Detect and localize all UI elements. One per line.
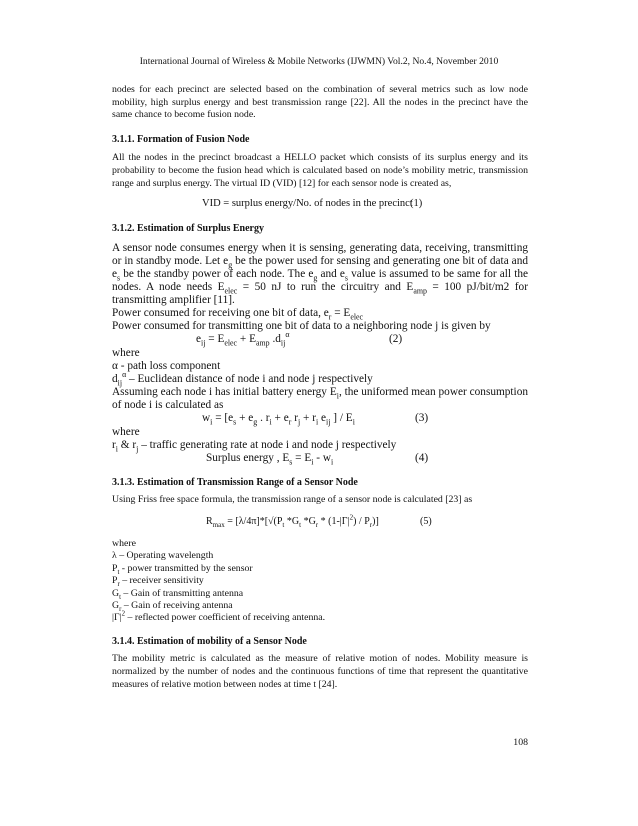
section-3-1-1-paragraph: All the nodes in the precinct broadcast a HELLO packet which consists of its surplus energy and its probability to become the fusion head which is calculated based on node’s mobility metric, transmission range and surplus energy. The virtual ID (VID) [12] for each sensor node is created as, bbox=[112, 152, 528, 189]
section-3-1-2-heading: 3.1.2. Estimation of Surplus Energy bbox=[112, 223, 264, 235]
traffic-rate-definition: $r_i$ & $r_j$ – traffic generating rate at node i and node j respectively bbox=[112, 438, 397, 453]
section-3-1-3-paragraph: Using Friss free space formula, the transmission range of a sensor node is calculated [23] as bbox=[112, 494, 473, 506]
pr-definition: $P_r$ – receiver sensitivity bbox=[112, 575, 204, 589]
equation-4-number: (4) bbox=[415, 451, 429, 464]
equation-5 bbox=[112, 515, 528, 529]
section-3-1-4-paragraph: The mobility metric is calculated as the measure of relative motion of nodes. Mobility measure is normalized by the number of nodes and the continuous functions of time that represent the quantitative measures of relative motion between nodes at time t [24]. bbox=[112, 653, 528, 690]
gamma-definition: $|\Gamma|^2$ – reflected power coefficient of receiving antenna. bbox=[112, 611, 326, 624]
equation-2-text: $e_{ij} = E_{elec} + E_{amp}$ $.d_{ij}^\alpha$ bbox=[196, 329, 290, 347]
section-3-1-1-heading: 3.1.1. Formation of Fusion Node bbox=[112, 133, 250, 145]
alpha-definition: α - path loss component bbox=[112, 359, 221, 372]
where-label-1: where bbox=[112, 346, 140, 359]
equation-2 bbox=[112, 329, 528, 347]
intro-paragraph: nodes for each precinct are selected based on the combination of several metrics such as low node mobility, high surplus energy and best transmission range [22]. All the nodes in the precinct have the same chance to become fusion node. bbox=[112, 84, 528, 121]
where-label-3: where bbox=[112, 537, 136, 549]
section-3-1-3-heading: 3.1.3. Estimation of Transmission Range of a Sensor Node bbox=[112, 476, 358, 488]
receive-power-line: Power consumed for receiving one bit of data, $e_r = E_{elec}$ bbox=[112, 306, 364, 321]
equation-3 bbox=[112, 412, 528, 426]
running-header: International Journal of Wireless & Mobile Networks (IJWMN) Vol.2, No.4, November 2010 bbox=[139, 56, 499, 67]
distance-definition: $d_{ij}^\alpha$ – Euclidean distance of node i and node j respectively bbox=[112, 369, 373, 387]
mean-power-paragraph: Assuming each node i has initial battery energy $E_i$, the uniformed mean power consumption of node i is calculated as bbox=[112, 385, 528, 411]
page-content bbox=[112, 84, 528, 691]
equation-4-text: Surplus energy , $E_s = E_i - w_i$ bbox=[206, 451, 334, 466]
equation-5-number: (5) bbox=[420, 515, 432, 527]
lambda-definition: λ – Operating wavelength bbox=[112, 550, 214, 562]
transmit-power-line: Power consumed for transmitting one bit of data to a neighboring node j is given by bbox=[112, 319, 491, 332]
surplus-energy-paragraph: A sensor node consumes energy when it is sensing, generating data, receiving, transmitting or in standby mode. Let $e_g$ be the power used for sensing and generating one bit of data and $e_s$ be the standby power of each node. The $e_g$ and $e_s$ value is assumed to be same for all the nodes. A node needs $E_{elec} = 50$ nJ to run the circuitry and $E_{amp} = 100$ pJ/bit/m2 for transmitting amplifier [11]. bbox=[112, 241, 529, 306]
equation-2-number: (2) bbox=[389, 332, 403, 345]
gr-definition: $G_r$ – Gain of receiving antenna bbox=[112, 599, 233, 613]
page-number: 108 bbox=[513, 737, 528, 748]
section-3-1-4-heading: 3.1.4. Estimation of mobility of a Sensor Node bbox=[112, 635, 307, 647]
equation-1-text: VID = surplus energy/No. of nodes in the precinct bbox=[202, 198, 413, 210]
pt-definition: $P_t$ - power transmitted by the sensor bbox=[112, 562, 253, 576]
equation-3-number: (3) bbox=[415, 411, 429, 424]
gt-definition: $G_t$ – Gain of transmitting antenna bbox=[112, 587, 244, 601]
equation-3-text: $w_i = [e_s + e_g$ . $r_i + e_r$ $r_j + r_i$ $e_{ij}$ ] / $E_i$ bbox=[202, 411, 355, 426]
where-label-2: where bbox=[112, 425, 140, 438]
equation-5-text: $R_{max} = [\lambda/4\pi]*[√(P_t$ $*G_t$ $*G_r * (1-|\Gamma|^2) / P_r$)] bbox=[206, 513, 379, 529]
equation-1 bbox=[112, 197, 528, 211]
equation-4 bbox=[112, 452, 528, 466]
equation-1-number: (1) bbox=[410, 198, 423, 210]
